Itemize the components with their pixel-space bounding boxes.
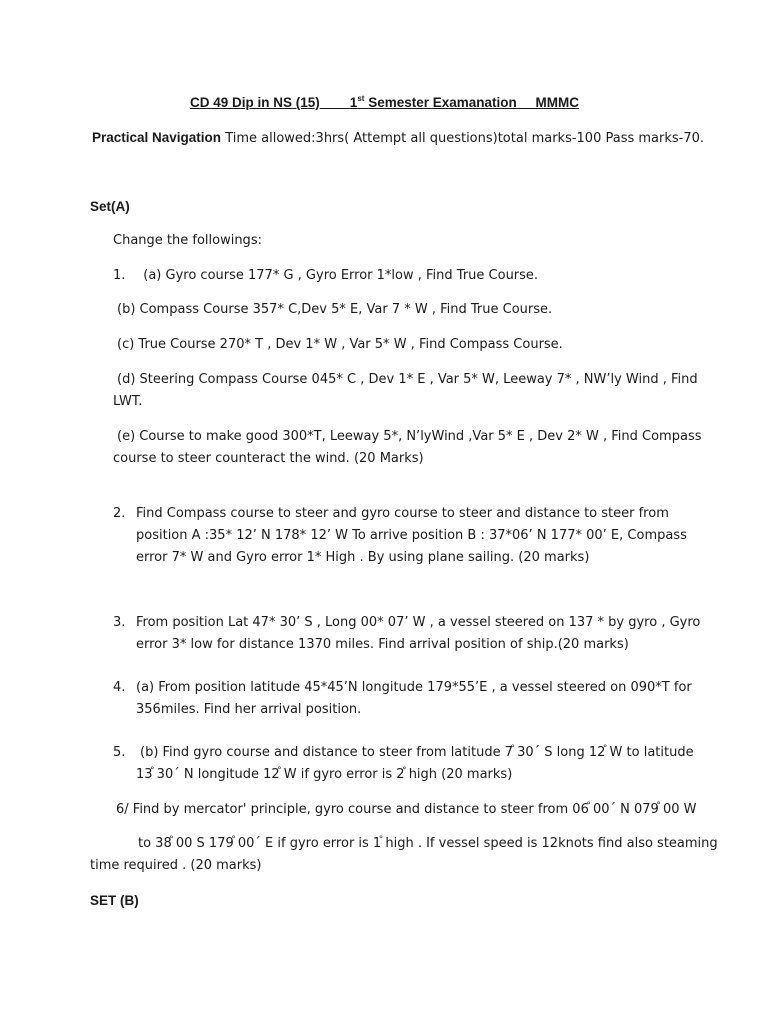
q5-l2-d: high (20 marks) — [404, 767, 513, 782]
q5-l2-c: W if gyro error is 2 ° — [280, 767, 405, 782]
title-semester: Semester Examanation — [364, 95, 517, 110]
question-1-number: 1. — [113, 268, 126, 283]
question-4-line1: (a) From position latitude 45*45’N longitude 179*55’E , a vessel steered on 090*T for — [136, 680, 692, 695]
question-1e-line2: course to steer counteract the wind. (20 Marks) — [113, 451, 424, 466]
question-6-line3: time required . (20 marks) — [90, 858, 262, 873]
q6-l2-b: 00 S 179 ° — [172, 836, 234, 851]
question-5-line1 — [140, 742, 694, 764]
set-a-heading: Set(A) — [90, 199, 130, 214]
title-superscript: st — [357, 94, 365, 103]
question-2-line1: Find Compass course to steer and gyro course to steer and distance to steer from — [136, 506, 669, 521]
q6-l1-c: 00 W — [658, 802, 697, 817]
q6-l2-c: 00´ E if gyro error is 1 ° — [234, 836, 381, 851]
question-1b: (b) Compass Course 357* C,Dev 5* E, Var 7 * W , Find True Course. — [117, 302, 553, 317]
question-2-line2: position A :35* 12’ N 178* 12’ W To arrive position B : 37*06’ N 177* 00’ E, Compass — [136, 528, 687, 543]
question-1d-line2: LWT. — [113, 394, 143, 409]
question-6-line1 — [116, 799, 697, 821]
q5-l2-a: 13 ° — [136, 767, 153, 782]
q5-l1-c: W to latitude — [605, 745, 694, 760]
subject-title: Practical Navigation — [92, 130, 222, 145]
question-3-line2: error 3* low for distance 1370 miles. Find arrival position of ship.(20 marks) — [136, 637, 629, 652]
question-4-number: 4. — [113, 680, 126, 695]
q6-l1-a: 6/ Find by mercator' principle, gyro course and distance to steer from 06 ° — [116, 802, 589, 817]
question-5-number: 5. — [113, 745, 126, 760]
title-course: CD 49 Dip in NS (15) — [190, 95, 320, 110]
q5-l1-a: (b) Find gyro course and distance to steer from latitude 7 ° — [140, 745, 513, 760]
q6-l2-d: high . If vessel speed is 12knots find also steaming — [381, 836, 718, 851]
question-1e-line1: (e) Course to make good 300*T, Leeway 5*, N’lyWind ,Var 5* E , Dev 2* W , Find Compass — [117, 429, 702, 444]
q5-l1-b: 30´ S long 12 ° — [513, 745, 605, 760]
question-1a-text: (a) Gyro course 177* G , Gyro Error 1*low , Find True Course. — [143, 268, 539, 283]
question-1d-line1: (d) Steering Compass Course 045* C , Dev 1* E , Var 5* W, Leeway 7* , NW’ly Wind , Find — [117, 372, 698, 387]
question-1a — [113, 265, 538, 287]
exam-info: Time allowed:3hrs( Attempt all questions)total marks-100 Pass marks-70. — [221, 131, 705, 146]
question-3-number: 3. — [113, 615, 126, 630]
question-2-number: 2. — [113, 506, 126, 521]
question-6-line2 — [138, 833, 718, 855]
set-a-intro: Change the followings: — [113, 233, 262, 248]
q6-l2-a: to 38 ° — [138, 836, 172, 851]
set-b-heading: SET (B) — [90, 893, 139, 908]
exam-info-line — [92, 127, 704, 150]
question-5-line2 — [136, 764, 512, 786]
exam-title — [190, 92, 579, 114]
question-2-line3: error 7* W and Gyro error 1* High . By using plane sailing. (20 marks) — [136, 550, 590, 565]
question-1c: (c) True Course 270* T , Dev 1* W , Var 5* W , Find Compass Course. — [117, 337, 563, 352]
title-semester-num: 1 — [349, 95, 358, 110]
q6-l1-b: 00´ N 079 ° — [589, 802, 659, 817]
question-4-line2: 356miles. Find her arrival position. — [136, 702, 362, 717]
title-institute: MMMC — [535, 95, 580, 110]
q5-l2-b: 30´ N longitude 12 ° — [153, 767, 280, 782]
question-3-line1: From position Lat 47* 30’ S , Long 00* 07’ W , a vessel steered on 137 * by gyro , Gyro — [136, 615, 701, 630]
